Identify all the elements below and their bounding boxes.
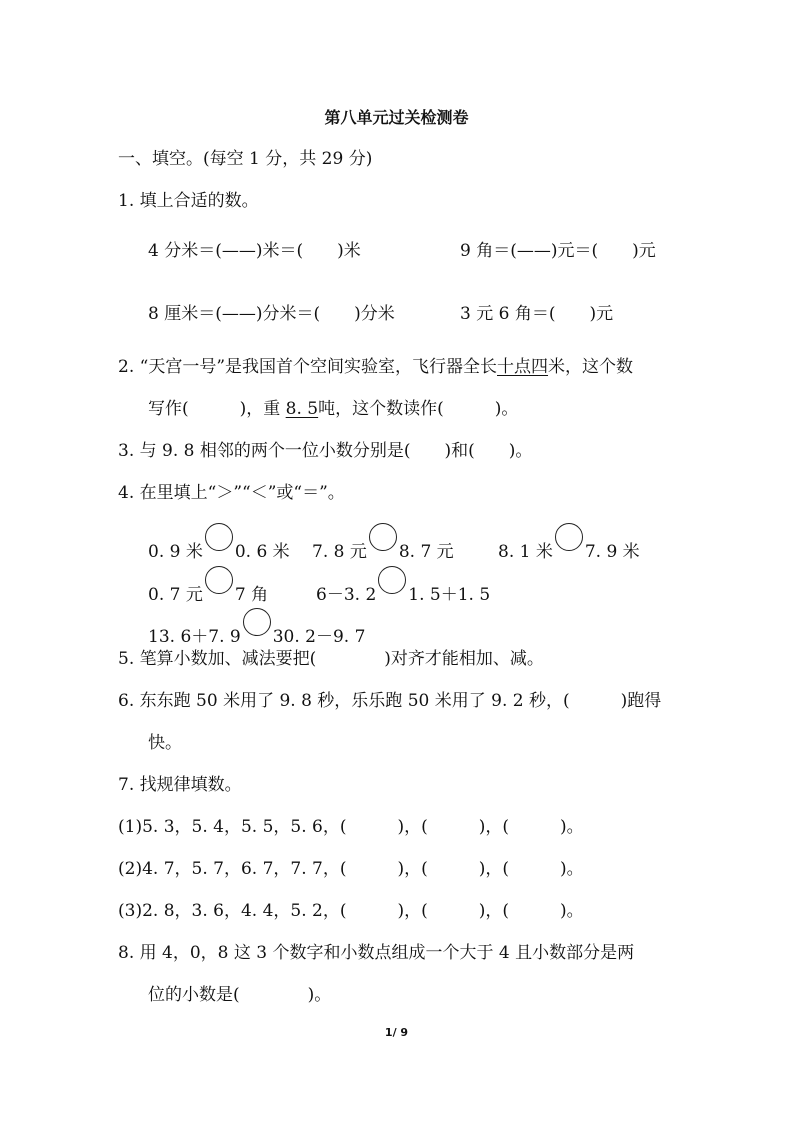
compare-right: 8. 7 元 [398, 542, 454, 562]
question-1-item-b: 9 角＝(——)元＝( )元 [460, 241, 656, 261]
page-title: 第八单元过关检测卷 [324, 108, 469, 127]
q2-underlined-weight: 8. 5 [285, 399, 319, 419]
compare-right: 7. 9 米 [584, 542, 640, 562]
compare-3 [148, 616, 365, 648]
q2-text-4: 吨，这个数读作( )。 [318, 399, 519, 419]
question-7-sub-1: (1)5. 3，5. 4，5. 5，5. 6，( )，( )，( )。 [118, 817, 584, 837]
page-number: 1/ 9 [384, 1026, 409, 1039]
compare-1a [148, 531, 290, 563]
compare-left: 0. 7 元 [148, 585, 203, 605]
question-4-stem: 4. 在里填上“＞”“＜”或“＝”。 [118, 483, 345, 503]
question-7-sub-3: (3)2. 8，3. 6，4. 4，5. 2，( )，( )，( )。 [118, 901, 584, 921]
answer-circle [369, 523, 397, 551]
compare-left: 7. 8 元 [312, 542, 367, 562]
q2-text-2: 米，这个数 [548, 357, 634, 377]
compare-right: 7 角 [234, 585, 269, 605]
compare-right: 0. 6 米 [234, 542, 290, 562]
question-2-line-2 [148, 398, 518, 420]
question-7-stem: 7. 找规律填数。 [118, 775, 242, 795]
answer-circle [243, 608, 271, 636]
section-heading: 一、填空。(每空 1 分，共 29 分) [118, 149, 373, 169]
answer-circle [205, 523, 233, 551]
answer-circle [378, 566, 406, 594]
question-6-line-1: 6. 东东跑 50 米用了 9. 8 秒，乐乐跑 50 米用了 9. 2 秒，( )跑得 [118, 691, 662, 711]
question-7-sub-2: (2)4. 7，5. 7，6. 7，7. 7，( )，( )，( )。 [118, 859, 584, 879]
question-6-line-2: 快。 [148, 733, 182, 753]
question-8-line-1: 8. 用 4，0，8 这 3 个数字和小数点组成一个大于 4 且小数部分是两 [118, 943, 635, 963]
compare-left: 0. 9 米 [148, 542, 203, 562]
compare-left: 8. 1 米 [498, 542, 553, 562]
question-1-stem: 1. 填上合适的数。 [118, 191, 259, 211]
question-1-item-a: 4 分米＝(——)米＝( )米 [148, 241, 361, 261]
compare-left: 6－3. 2 [316, 585, 377, 605]
question-2-line-1 [118, 356, 633, 378]
question-8-line-2: 位的小数是( )。 [148, 985, 332, 1005]
q2-text-1: 2. “天宫一号”是我国首个空间实验室，飞行器全长 [118, 357, 498, 377]
compare-1c [498, 531, 640, 563]
compare-right: 30. 2－9. 7 [272, 627, 366, 647]
question-1-item-d: 3 元 6 角＝( )元 [460, 304, 614, 324]
compare-right: 1. 5＋1. 5 [408, 585, 491, 605]
compare-2b [316, 574, 490, 606]
question-1-item-c: 8 厘米＝(——)分米＝( )分米 [148, 304, 395, 324]
answer-circle [555, 523, 583, 551]
answer-circle [205, 566, 233, 594]
q2-text-3: 写作( )，重 [148, 399, 286, 419]
question-5: 5. 笔算小数加、减法要把( )对齐才能相加、减。 [118, 649, 544, 669]
compare-2a [148, 574, 268, 606]
compare-1b [312, 531, 454, 563]
question-3: 3. 与 9. 8 相邻的两个一位小数分别是( )和( )。 [118, 441, 533, 461]
q2-underlined-length: 十点四 [497, 357, 549, 377]
compare-left: 13. 6＋7. 9 [148, 627, 241, 647]
